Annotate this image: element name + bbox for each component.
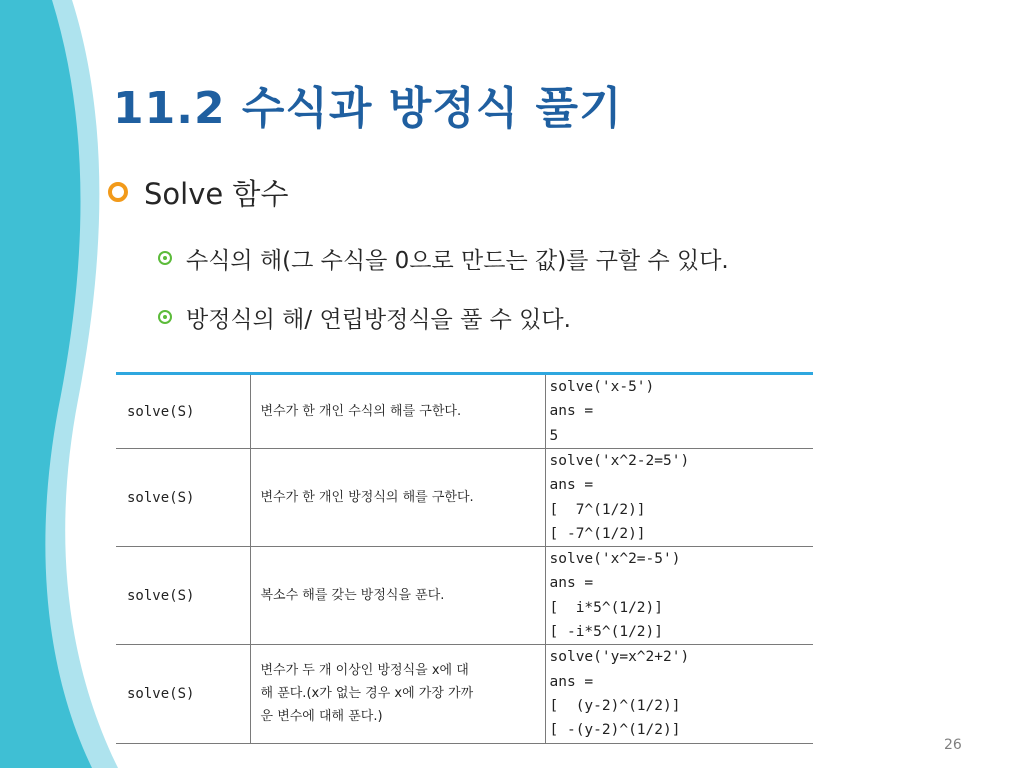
table-row xyxy=(116,449,813,547)
sub-bullet-2 xyxy=(158,300,571,334)
description-cell xyxy=(250,645,545,743)
code-line: 5 xyxy=(549,427,559,444)
function-name-cell: solve(S) xyxy=(116,449,250,547)
code-line: solve('y=x^2+2') xyxy=(549,649,690,666)
description-line: 변수가 두 개 이상인 방정식을 x에 대 xyxy=(260,663,469,679)
page-number: 26 xyxy=(944,737,962,753)
table-row xyxy=(116,645,813,743)
description-line: 운 변수에 대해 푼다.) xyxy=(260,709,383,725)
description-line: 변수가 한 개인 수식의 해를 구한다. xyxy=(260,404,462,419)
code-line: [ -7^(1/2)] xyxy=(549,525,646,542)
slide-title: 11.2 수식과 방정식 풀기 xyxy=(113,83,623,134)
description-cell xyxy=(250,449,545,547)
ring-bullet-icon xyxy=(108,182,128,202)
code-line: ans = xyxy=(549,477,594,494)
code-line: ans = xyxy=(549,575,594,592)
code-example-cell xyxy=(545,645,813,743)
bullet-solve-function xyxy=(108,172,288,212)
code-line: ans = xyxy=(549,403,594,420)
code-line: solve('x^2-2=5') xyxy=(549,453,690,469)
circle-dot-bullet-icon xyxy=(158,310,172,324)
description-line: 변수가 한 개인 방정식의 해를 구한다. xyxy=(260,490,474,506)
sub-bullet-text: 수식의 해(그 수식을 0으로 만드는 값)를 구할 수 있다. xyxy=(186,247,729,274)
solve-function-table xyxy=(108,368,813,743)
code-example-cell xyxy=(545,374,813,449)
description-line: 해 푼다.(x가 없는 경우 x에 가장 가까 xyxy=(260,686,474,702)
circle-dot-bullet-icon xyxy=(158,251,172,265)
code-line: [ -i*5^(1/2)] xyxy=(549,624,663,641)
description-line: 복소수 해를 갖는 방정식을 푼다. xyxy=(260,588,445,604)
code-line: [ i*5^(1/2)] xyxy=(549,599,663,616)
code-line: [ 7^(1/2)] xyxy=(549,501,646,518)
sub-bullet-1 xyxy=(158,241,729,275)
bullet-text: Solve 함수 xyxy=(144,176,289,211)
code-line: solve('x-5') xyxy=(549,379,655,395)
table-row xyxy=(116,374,813,449)
description-cell xyxy=(250,547,545,645)
table-row xyxy=(116,547,813,645)
code-example-cell xyxy=(545,547,813,645)
code-line: [ (y-2)^(1/2)] xyxy=(549,697,681,714)
sub-bullet-text: 방정식의 해/ 연립방정식을 풀 수 있다. xyxy=(186,306,571,333)
code-example-cell xyxy=(545,449,813,547)
description-cell xyxy=(250,374,545,449)
function-name-cell: solve(S) xyxy=(116,374,250,449)
code-line: [ -(y-2)^(1/2)] xyxy=(549,722,681,739)
function-name-cell: solve(S) xyxy=(116,645,250,743)
code-line: solve('x^2=-5') xyxy=(549,551,681,568)
function-name-cell: solve(S) xyxy=(116,547,250,645)
code-line: ans = xyxy=(549,673,594,690)
